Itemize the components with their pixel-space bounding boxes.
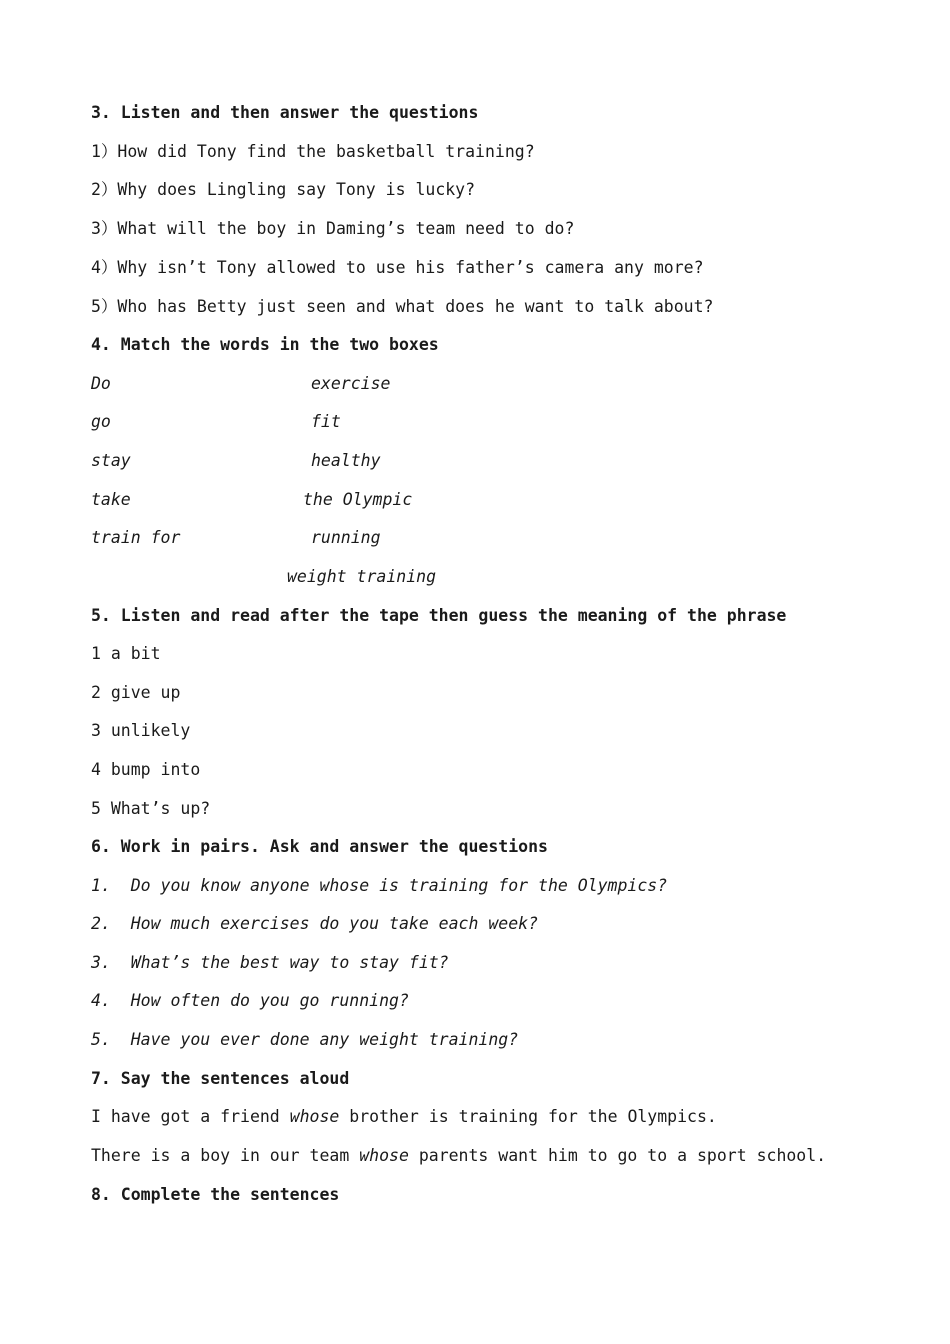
sentence-text: There is a boy in our team	[91, 1146, 360, 1165]
example-sentence	[91, 1146, 826, 1166]
section-4-heading: 4. Match the words in the two boxes	[91, 335, 439, 354]
section-6-heading: 6. Work in pairs. Ask and answer the questions	[91, 837, 548, 856]
match-right-word: the Olympic	[303, 490, 413, 509]
example-sentence	[91, 1107, 717, 1127]
pair-question: 4. How often do you go running?	[91, 991, 409, 1010]
match-left-word: Do	[91, 374, 111, 393]
match-right-word: weight training	[287, 567, 437, 586]
phrase-item: 5 What’s up?	[91, 799, 211, 818]
pair-question: 2. How much exercises do you take each week?	[91, 914, 539, 933]
question-item: 5）Who has Betty just seen and what does he want to talk about?	[91, 297, 714, 316]
section-8-heading: 8. Complete the sentences	[91, 1185, 340, 1204]
match-left-word: go	[91, 412, 111, 431]
match-left-word: take	[91, 490, 131, 509]
question-item: 2）Why does Lingling say Tony is lucky?	[91, 180, 476, 199]
pair-question: 1. Do you know anyone whose is training for the Olympics?	[91, 876, 668, 895]
phrase-item: 4 bump into	[91, 760, 201, 779]
phrase-item: 1 a bit	[91, 644, 161, 663]
sentence-text: I have got a friend	[91, 1107, 290, 1126]
section-3-heading: 3. Listen and then answer the questions	[91, 103, 479, 122]
question-item: 4）Why isn’t Tony allowed to use his father’s camera any more?	[91, 258, 704, 277]
match-left-word: train for	[91, 528, 181, 547]
pair-question: 3. What’s the best way to stay fit?	[91, 953, 449, 972]
sentence-text: parents want him to go to a sport school.	[408, 1146, 827, 1165]
sentence-text: brother is training for the Olympics.	[339, 1107, 717, 1126]
section-7-heading: 7. Say the sentences aloud	[91, 1069, 350, 1088]
phrase-item: 3 unlikely	[91, 721, 191, 740]
match-right-word: healthy	[311, 451, 381, 470]
match-left-word: stay	[91, 451, 131, 470]
match-right-word: running	[311, 528, 381, 547]
phrase-item: 2 give up	[91, 683, 181, 702]
match-right-word: fit	[311, 412, 341, 431]
question-item: 3）What will the boy in Daming’s team need to do?	[91, 219, 575, 238]
pair-question: 5. Have you ever done any weight training?	[91, 1030, 519, 1049]
question-item: 1）How did Tony find the basketball training?	[91, 142, 535, 161]
match-right-word: exercise	[311, 374, 391, 393]
emphasized-word: whose	[289, 1107, 340, 1126]
section-5-heading: 5. Listen and read after the tape then guess the meaning of the phrase	[91, 606, 787, 625]
emphasized-word: whose	[359, 1146, 409, 1165]
